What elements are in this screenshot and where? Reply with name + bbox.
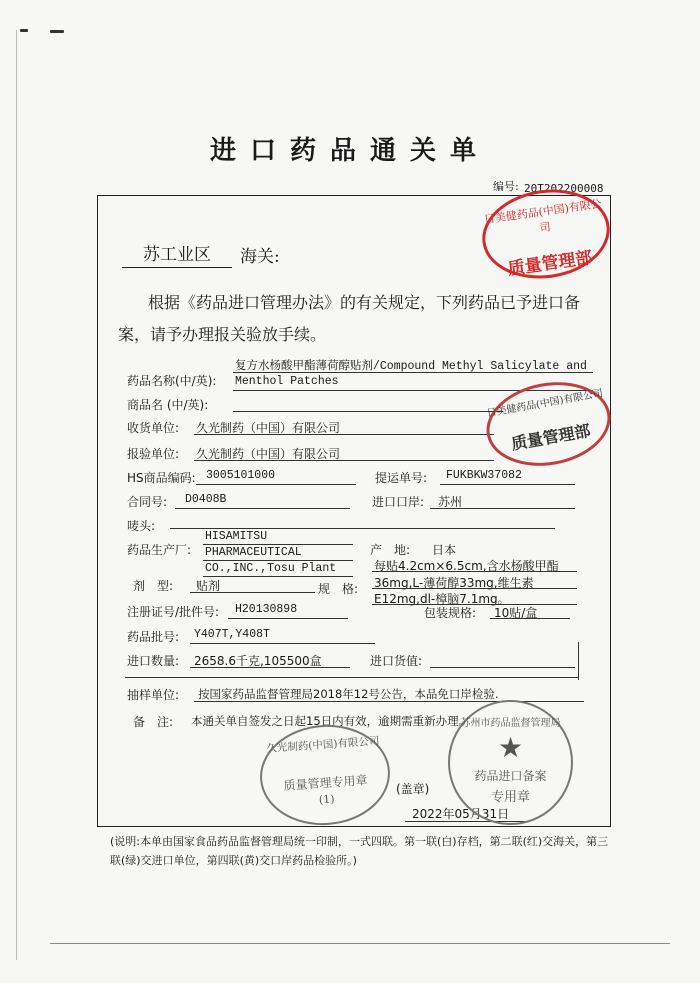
dosage-form-value: 贴剂: [196, 579, 221, 593]
footnote: (说明:本单由国家食品药品监督管理局统一印制，一式四联。第一联(白)存档，第二联(红)交海关，第三联(绿)交进口单位，第四联(黄)交口岸药品检验所。): [110, 835, 609, 867]
manufacturer-line1: HISAMITSU: [205, 530, 268, 543]
underline: [490, 618, 570, 619]
package-value: 10贴/盒: [494, 606, 538, 620]
manufacturer-line3: CO.,INC.,Tosu Plant: [205, 562, 337, 575]
quantity-value: 2658.6千克,105500盒: [194, 654, 322, 668]
drug-name-line1: 复方水杨酸甲酯薄荷醇贴剂/Compound Methyl Salicylate and: [235, 360, 587, 373]
seal-label: (盖章): [396, 782, 430, 796]
spec-line3: E12mg,dl-樟脑7.1mg。: [374, 592, 510, 606]
underline: [196, 484, 356, 485]
drug-name-label: 药品名称(中/英):: [127, 374, 217, 388]
stamp-text: 质量管理专用章: [283, 773, 368, 793]
stamp-text: 苏州市药品监督管理局: [460, 718, 561, 729]
fda-record-stamp: [448, 700, 573, 825]
origin-value: 日本: [432, 543, 457, 557]
customs-office: 苏工业区: [122, 240, 232, 268]
bill-no-value: FUKBKW37082: [446, 469, 522, 482]
quantity-label: 进口数量:: [127, 654, 180, 668]
underline: [190, 643, 375, 644]
issue-date: 2022年05月31日: [412, 807, 510, 821]
bill-no-label: 提运单号:: [375, 471, 428, 485]
underline: [430, 508, 575, 509]
port-value: 苏州: [438, 495, 463, 509]
underline: [203, 576, 353, 577]
underline: [372, 588, 577, 589]
registration-value: H20130898: [235, 603, 298, 616]
underline: [190, 667, 350, 668]
underline: [194, 460, 494, 461]
underline: [372, 571, 577, 572]
spec-label: 规 格:: [318, 582, 359, 596]
manufacturer-label: 药品生产厂:: [127, 543, 192, 557]
batch-value: Y407T,Y408T: [194, 628, 270, 641]
shipping-mark-label: 唛头:: [127, 519, 156, 533]
underline: [190, 592, 315, 593]
serial-number: 20T202200008: [524, 182, 604, 195]
stamp-text: (1): [318, 792, 335, 807]
stamp-text: 日美健药品(中国)有限公司: [483, 197, 603, 235]
sampling-label: 抽样单位:: [127, 688, 180, 702]
trade-name-label: 商品名 (中/英):: [127, 398, 209, 412]
star-icon: ★: [497, 731, 524, 764]
remarks-label: 备 注:: [133, 715, 174, 729]
package-label: 包装规格:: [424, 606, 477, 620]
inspection-label: 报验单位:: [127, 447, 180, 461]
contract-label: 合同号:: [127, 495, 168, 509]
sampling-value: 按国家药品监督管理局2018年12号公告，本品免口岸检验.: [198, 687, 499, 701]
scan-mark: [20, 29, 28, 32]
stamp-text: 专用章: [490, 790, 530, 805]
customs-suffix: 海关:: [240, 247, 280, 267]
intro-paragraph: 根据《药品进口管理办法》的有关规定，下列药品已予进口备案，请予办理报关验放手续。: [118, 293, 581, 344]
stamp-text: 质量管理部: [509, 420, 592, 454]
underline: [194, 434, 494, 435]
spec-line2: 36mg,L-薄荷醇33mg,维生素: [374, 576, 534, 590]
stamp-text: 久光制药(中国)有限公司: [266, 735, 380, 756]
contract-value: D0408B: [185, 493, 227, 506]
batch-label: 药品批号:: [127, 630, 180, 644]
scan-mark: [50, 30, 64, 33]
underline: [175, 508, 350, 509]
hs-code-label: HS商品编码:: [127, 471, 196, 485]
underline: [203, 544, 353, 545]
consignee-label: 收货单位:: [127, 421, 180, 435]
drug-name-line2: Menthol Patches: [235, 375, 339, 388]
scan-edge-line: [16, 30, 17, 960]
consignee-value: 久光制药（中国）有限公司: [196, 421, 341, 435]
divider: [125, 677, 578, 678]
scan-bottom-line: [50, 943, 670, 944]
remarks-value: 本通关单自签发之日起15日内有效，逾期需重新办理。: [191, 714, 471, 728]
hs-code-value: 3005101000: [206, 469, 276, 482]
port-label: 进口口岸:: [372, 495, 425, 509]
stamp-text: 日美健药品(中国)有限公司: [485, 388, 604, 420]
underline: [228, 618, 348, 619]
stamp-text: 药品进口备案: [474, 769, 547, 783]
serial-label: 编号:: [493, 180, 519, 193]
inspection-value: 久光制药（中国）有限公司: [196, 447, 341, 461]
divider: [578, 642, 579, 680]
underline: [233, 411, 503, 412]
goods-value-label: 进口货值:: [370, 654, 423, 668]
underline: [430, 667, 575, 668]
underline: [233, 372, 593, 373]
document-title: 进口药品通关单: [209, 136, 490, 166]
manufacturer-line2: PHARMACEUTICAL: [205, 546, 302, 559]
underline: [440, 484, 575, 485]
spec-line1: 每贴4.2cm×6.5cm,含水杨酸甲酯: [374, 559, 559, 573]
stamp-text: 质量管理部: [506, 247, 594, 280]
dosage-form-label: 剂 型:: [133, 579, 174, 593]
registration-label: 注册证号/批件号:: [127, 605, 220, 619]
underline: [203, 560, 353, 561]
underline: [170, 528, 555, 529]
origin-label: 产 地:: [370, 543, 411, 557]
